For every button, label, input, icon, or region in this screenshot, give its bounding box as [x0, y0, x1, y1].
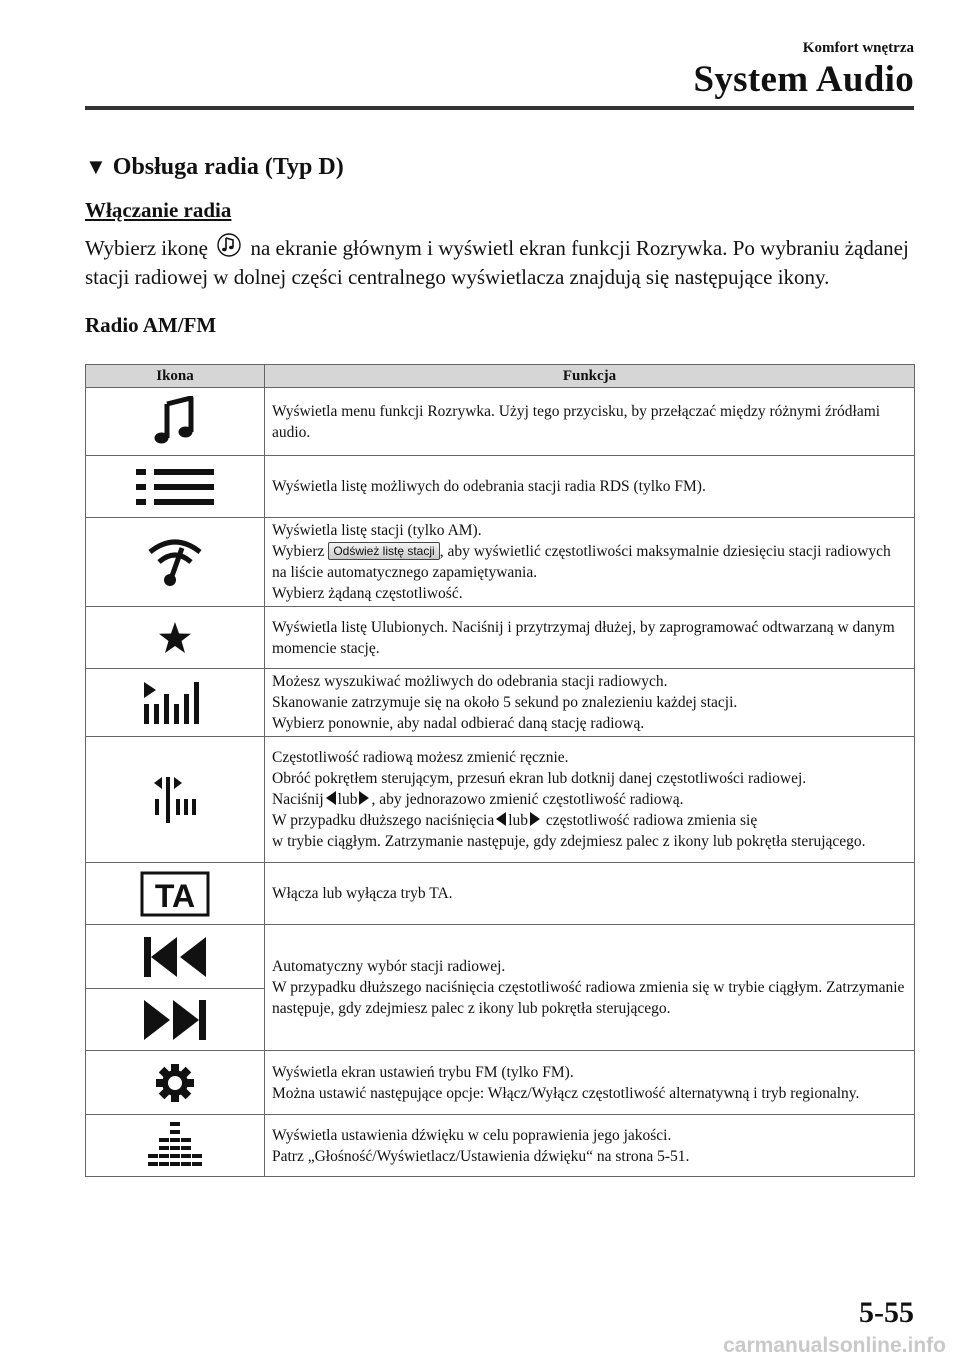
- tune-down-arrow-icon: [496, 812, 506, 826]
- table-row: [86, 518, 915, 607]
- description-line: Możesz wyszukiwać możliwych do odebrania stacji radiowych.: [272, 673, 668, 690]
- scan-icon: [144, 680, 206, 726]
- ta-icon: [140, 871, 210, 917]
- icon-cell: [86, 518, 265, 607]
- header-section-label: Komfort wnętrza: [802, 40, 914, 56]
- seek-forward-icon: [144, 1000, 206, 1040]
- star-icon: [158, 621, 192, 655]
- text-span: , aby jednorazowo zmienić częstotliwość radiową.: [371, 791, 684, 808]
- section-heading: [85, 154, 344, 181]
- page-number: 5-55: [859, 1296, 914, 1329]
- text-span: lub: [337, 791, 358, 808]
- description-cell: [265, 518, 915, 607]
- description-line: w trybie ciągłym. Zatrzymanie następuje, gdy zdejmiesz palec z ikony lub pokrętła sterującego.: [272, 833, 866, 850]
- subheading: Włączanie radia: [85, 198, 232, 222]
- column-header-icon: Ikona: [86, 365, 265, 388]
- description-cell: [265, 669, 915, 737]
- column-header-function: Funkcja: [265, 365, 915, 388]
- section-heading-text: Obsługa radia (Typ D): [112, 154, 344, 180]
- description-cell: [265, 863, 915, 925]
- radio-type-label: Radio AM/FM: [85, 313, 217, 337]
- icon-function-table: [85, 364, 915, 1177]
- text-span: Wybierz: [272, 543, 325, 560]
- ta-icon-label: TA: [154, 877, 196, 914]
- description-line: Wyświetla menu funkcji Rozrywka. Użyj tego przycisku, by przełączać między różnymi źródłami audio.: [272, 402, 881, 441]
- page-title: System Audio: [693, 59, 914, 100]
- equalizer-icon: [148, 1122, 202, 1170]
- text-span: częstotliwość radiowa zmienia się: [545, 812, 758, 829]
- description-line: Można ustawić następujące opcje: Włącz/Wyłącz częstotliwość alternatywną i tryb regionalny.: [272, 1084, 860, 1102]
- am-station-list-icon: [146, 536, 204, 588]
- icon-cell: [86, 989, 265, 1051]
- table-row: [86, 1115, 915, 1177]
- description-line: W przypadku dłuższego naciśnięcia częstotliwość radiowa zmienia się w trybie ciągłym. Zatrzymanie następuje, gdy zdejmiesz palec z ikony lub pokrętła sterującego.: [272, 979, 905, 1017]
- icon-cell: [86, 925, 265, 989]
- description-cell: [265, 456, 915, 518]
- description-cell: [265, 737, 915, 863]
- description-line: Wybierz żądaną częstotliwość.: [272, 585, 463, 602]
- intro-paragraph: [85, 232, 915, 291]
- description-line: Patrz „Głośność/Wyświetlacz/Ustawienia dźwięku“ na strona 5-51.: [272, 1147, 690, 1165]
- table-row: [86, 925, 915, 989]
- list-icon: [136, 467, 214, 507]
- description-cell: [265, 1051, 915, 1115]
- icon-cell: [86, 863, 265, 925]
- table-row: [86, 1051, 915, 1115]
- table-row: [86, 863, 915, 925]
- text-span: Naciśnij: [272, 791, 324, 808]
- text-span: , aby wyświetlić częstotliwości maksymalnie dziesięciu stacji radiowych na liście automatycznego zapamiętywania.: [272, 543, 891, 581]
- description-line: Wyświetla listę możliwych do odebrania stacji radia RDS (tylko FM).: [272, 478, 706, 495]
- icon-cell: [86, 1115, 265, 1177]
- description-line: Obróć pokrętłem sterującym, przesuń ekran lub dotknij danej częstotliwości radiowej.: [272, 770, 807, 787]
- table-row: [86, 388, 915, 456]
- text-span: lub: [508, 812, 529, 829]
- table-row: [86, 607, 915, 669]
- tune-up-arrow-icon: [359, 791, 369, 805]
- description-line: [272, 810, 908, 831]
- icon-cell: [86, 737, 265, 863]
- table-row: [86, 737, 915, 863]
- table-header-row: [86, 365, 915, 388]
- refresh-station-list-button[interactable]: Odśwież listę stacji: [328, 542, 439, 560]
- icon-cell: [86, 456, 265, 518]
- seek-back-icon: [144, 937, 206, 977]
- header-rule: [85, 106, 914, 110]
- tune-up-arrow-icon: [530, 812, 540, 826]
- description-cell: [265, 925, 915, 1051]
- description-cell: [265, 388, 915, 456]
- intro-text-before: Wybierz ikonę: [85, 236, 208, 260]
- intro-text-after: na ekranie głównym i wyświetl ekran funkcji Rozrywka. Po wybraniu żądanej stacji radiowej w dolnej części centralnego wyświetlacza znajdują się następujące ikony.: [85, 236, 909, 289]
- description-line: [272, 789, 908, 810]
- description-line: Wyświetla listę Ulubionych. Naciśnij i przytrzymaj dłużej, by zaprogramować odtwarzaną w danym momencie stację.: [272, 618, 895, 657]
- watermark: carmanualsonline.info: [723, 1334, 946, 1357]
- text-span: W przypadku dłuższego naciśnięcia: [272, 812, 495, 829]
- manual-tune-icon: [154, 777, 196, 823]
- description-cell: [265, 1115, 915, 1177]
- table-row: [86, 669, 915, 737]
- description-line: Włącza lub wyłącza tryb TA.: [272, 885, 453, 902]
- description-line: Wyświetla listę stacji (tylko AM).: [272, 522, 482, 539]
- table-row: [86, 456, 915, 518]
- description-cell: [265, 607, 915, 669]
- triangle-marker-icon: ▼: [85, 154, 107, 179]
- tune-down-arrow-icon: [326, 791, 336, 805]
- description-line: [272, 541, 908, 583]
- icon-cell: [86, 669, 265, 737]
- description-line: Automatyczny wybór stacji radiowej.: [272, 958, 506, 975]
- icon-cell: [86, 1051, 265, 1115]
- description-line: Skanowanie zatrzymuje się na około 5 sekund po znalezieniu każdej stacji.: [272, 694, 738, 711]
- description-line: Wyświetla ekran ustawień trybu FM (tylko FM).: [272, 1063, 574, 1081]
- music-note-inline-icon: [217, 232, 241, 258]
- description-line: Częstotliwość radiową możesz zmienić ręcznie.: [272, 749, 569, 766]
- description-line: Wyświetla ustawienia dźwięku w celu poprawienia jego jakości.: [272, 1126, 672, 1144]
- music-note-icon: [153, 396, 197, 448]
- gear-icon: [155, 1063, 195, 1103]
- description-line: Wybierz ponownie, aby nadal odbierać daną stację radiową.: [272, 715, 645, 732]
- icon-cell: [86, 388, 265, 456]
- icon-cell: [86, 607, 265, 669]
